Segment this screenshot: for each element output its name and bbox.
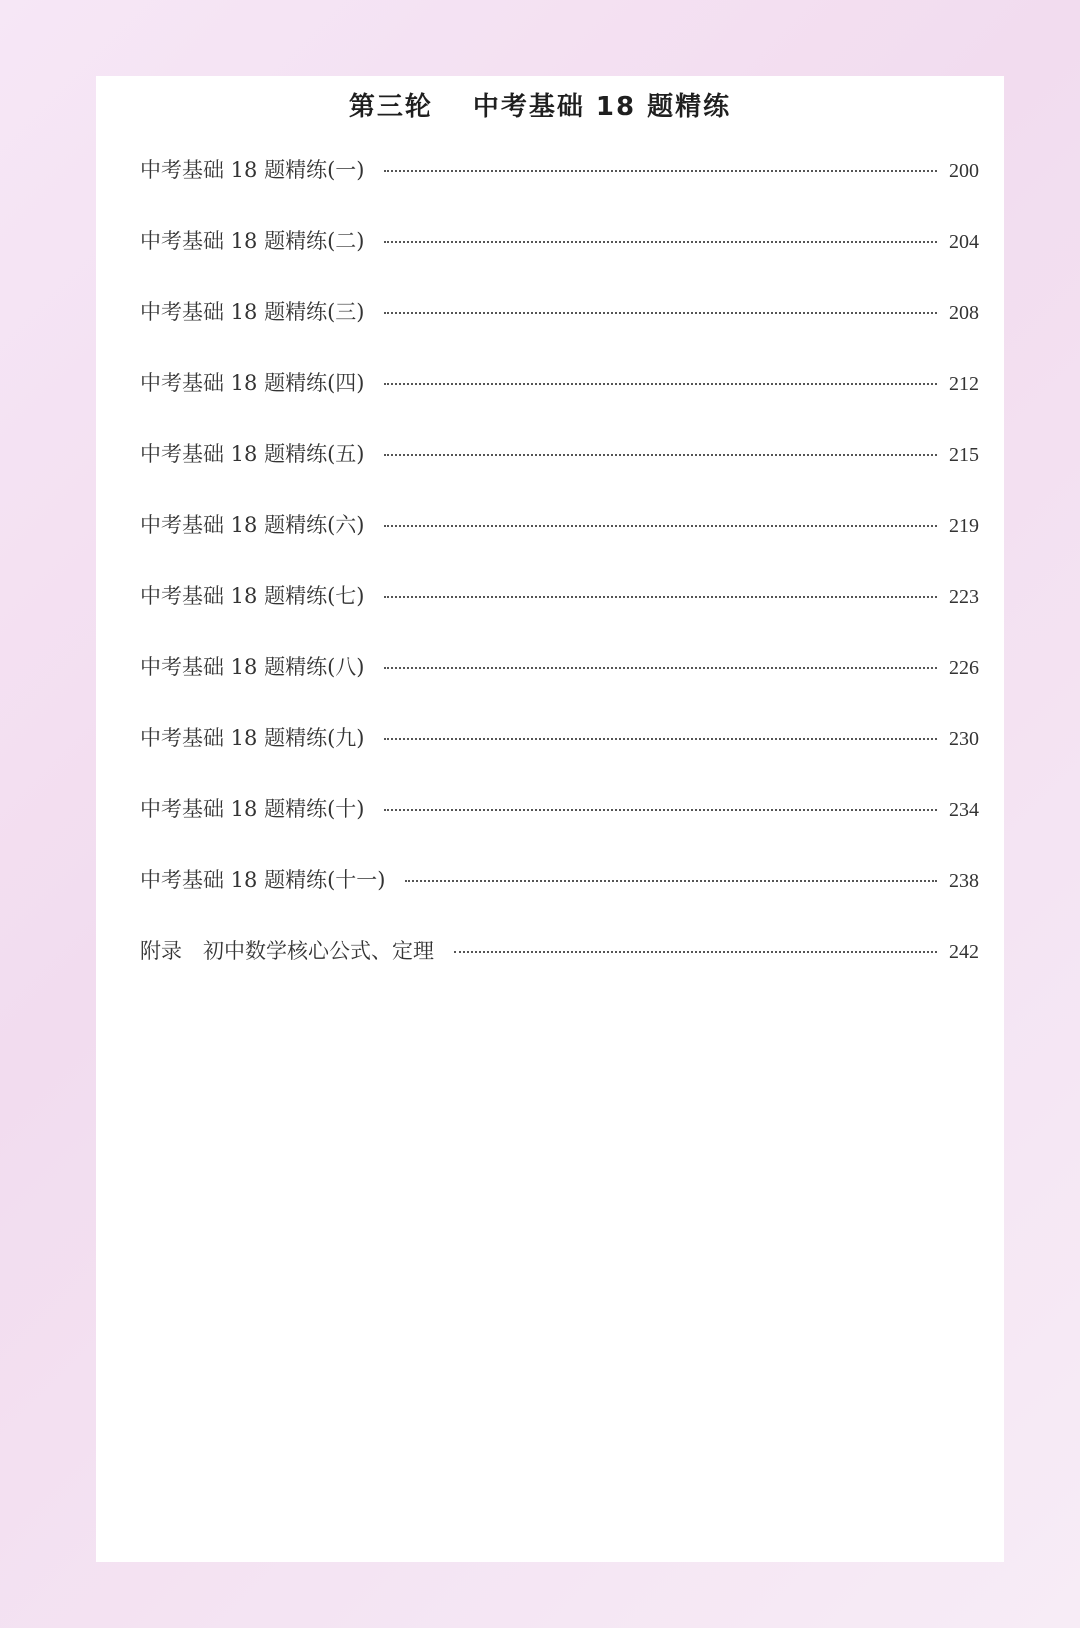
toc-entry-appendix[interactable] (140, 941, 979, 1012)
toc-entry-page: 212 (949, 373, 979, 395)
toc-entry-label: 中考基础 18 题精练(九) (140, 726, 365, 750)
toc-entry-page: 219 (949, 515, 979, 537)
title-name: 中考基础 18 题精练 (472, 92, 732, 122)
toc-entry[interactable] (140, 799, 979, 870)
toc-entry-label: 中考基础 18 题精练(六) (140, 513, 365, 537)
toc-entry[interactable] (140, 231, 979, 302)
toc-entry[interactable] (140, 657, 979, 728)
toc-entry-label: 中考基础 18 题精练(十) (140, 797, 365, 821)
toc-entry[interactable] (140, 586, 979, 657)
toc-entry[interactable] (140, 515, 979, 586)
toc-entry-page: 223 (949, 586, 979, 608)
toc-entry[interactable] (140, 160, 979, 231)
dot-leader (384, 241, 937, 243)
toc-entry-label: 中考基础 18 题精练(二) (140, 229, 365, 253)
toc-entry[interactable] (140, 373, 979, 444)
toc-entry[interactable] (140, 728, 979, 799)
toc-entry-page: 238 (949, 870, 979, 892)
toc-entry-label: 中考基础 18 题精练(三) (140, 300, 365, 324)
toc-entry[interactable] (140, 444, 979, 515)
dot-leader (454, 951, 937, 953)
toc-entry-page: 242 (949, 941, 979, 963)
dot-leader (384, 170, 937, 172)
toc-entry-label: 中考基础 18 题精练(一) (140, 158, 365, 182)
toc-entry[interactable] (140, 870, 979, 941)
toc-entry-page: 204 (949, 231, 979, 253)
dot-leader (384, 383, 937, 385)
toc-entry-page: 234 (949, 799, 979, 821)
toc-entry-label: 中考基础 18 题精练(八) (140, 655, 365, 679)
toc-entry-label: 中考基础 18 题精练(五) (140, 442, 365, 466)
dot-leader (384, 738, 937, 740)
dot-leader (384, 525, 937, 527)
toc-entry-page: 200 (949, 160, 979, 182)
title-part: 第三轮 (348, 92, 433, 122)
toc-entry-label: 附录 初中数学核心公式、定理 (140, 939, 434, 963)
toc-entry[interactable] (140, 302, 979, 373)
toc-entry-label: 中考基础 18 题精练(四) (140, 371, 365, 395)
dot-leader (384, 454, 937, 456)
dot-leader (384, 667, 937, 669)
dot-leader (384, 312, 937, 314)
toc-entry-label: 中考基础 18 题精练(十一) (140, 868, 386, 892)
table-of-contents (140, 160, 979, 1012)
dot-leader (405, 880, 937, 882)
toc-entry-page: 215 (949, 444, 979, 466)
toc-entry-label: 中考基础 18 题精练(七) (140, 584, 365, 608)
toc-entry-page: 226 (949, 657, 979, 679)
toc-entry-page: 230 (949, 728, 979, 750)
page-title (0, 86, 1080, 123)
dot-leader (384, 809, 937, 811)
toc-entry-page: 208 (949, 302, 979, 324)
dot-leader (384, 596, 937, 598)
